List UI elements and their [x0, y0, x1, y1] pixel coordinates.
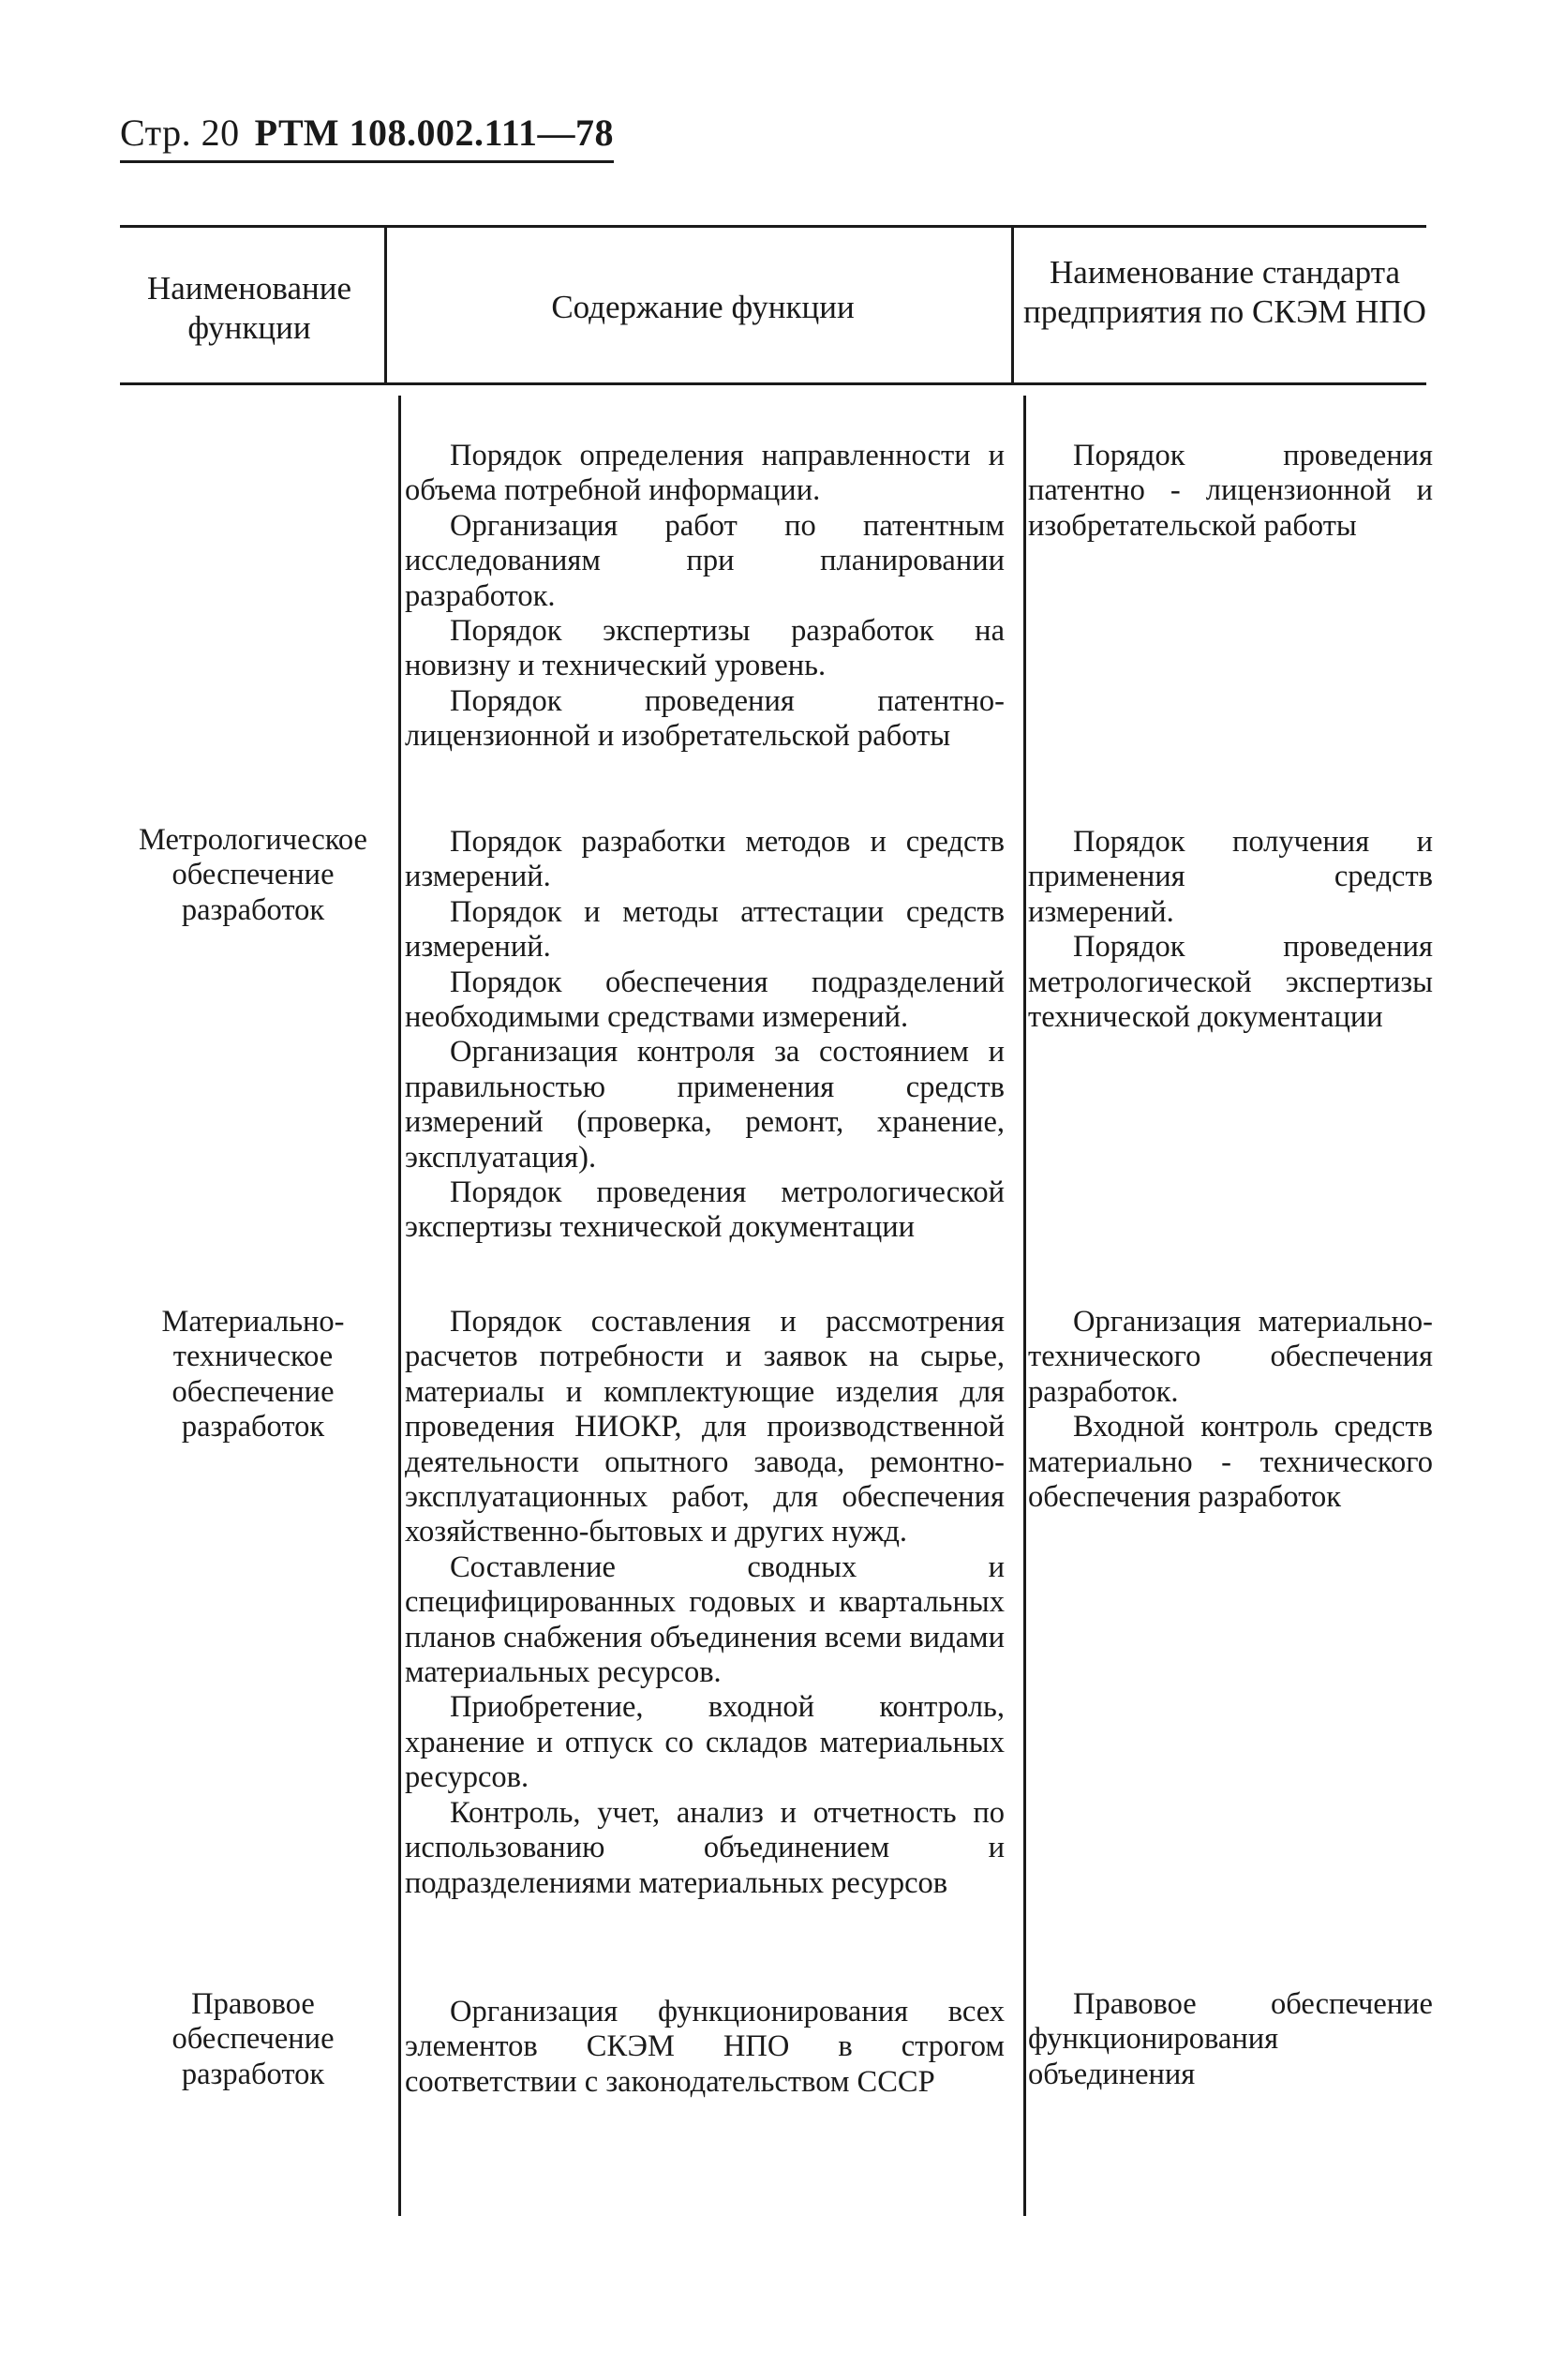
table-row-1-standard — [1028, 439, 1433, 544]
standard-paragraph: Правовое обеспечение функционирования объединения — [1028, 1987, 1433, 2091]
content-paragraph: Порядок определения направленности и объема потребной информации. — [405, 439, 1005, 508]
table-header-rule — [120, 382, 1426, 385]
function-name: Материально-техническое обеспечение разработок — [161, 1305, 345, 1444]
column-divider-2 — [1011, 228, 1014, 382]
content-paragraph: Порядок проведения патентно-лицензионной и изобретательской работы — [405, 683, 1005, 754]
header-function-name: Наименование функции — [146, 270, 352, 346]
content-paragraph: Порядок составления и рассмотрения расчетов потребности и заявок на сырье, материалы и комплектующие изделия для проведения НИОКР, для производственной деятельности опытного завода, ремонтно-эксплуатационных работ, для обеспечения хозяйственно-бытовых и других нужд. — [405, 1305, 1005, 1549]
table-row-2-standard — [1028, 825, 1433, 1035]
page-number: Стр. 20 — [120, 112, 240, 154]
page-header — [120, 111, 614, 163]
content-paragraph: Организация работ по патентным исследованиям при планировании разработок. — [405, 508, 1005, 613]
table-row-3-function — [120, 1305, 386, 1445]
content-paragraph: Порядок и методы аттестации средств измерений. — [405, 894, 1005, 965]
table-row-3-content — [405, 1305, 1005, 1901]
standard-paragraph: Порядок проведения метрологической экспертизы технической документации — [1028, 930, 1433, 1035]
content-paragraph: Порядок проведения метрологической экспертизы технической документации — [405, 1175, 1005, 1245]
content-paragraph: Организация функционирования всех элементов СКЭМ НПО в строгом соответствии с законодательством СССР — [405, 1995, 1005, 2099]
content-paragraph: Порядок экспертизы разработок на новизну и технический уровень. — [405, 614, 1005, 683]
standard-paragraph: Порядок получения и применения средств измерений. — [1028, 825, 1433, 929]
header-function-content: Содержание функции — [551, 289, 855, 325]
table-row-4-standard — [1028, 1987, 1433, 2092]
table-row-4-function — [120, 1987, 386, 2092]
content-paragraph: Приобретение, входной контроль, хранение и отпуск со складов материальных ресурсов. — [405, 1690, 1005, 1795]
table-row-3-standard — [1028, 1305, 1433, 1515]
column-divider-1-body — [398, 396, 401, 2216]
function-name: Правовое обеспечение разработок — [171, 1987, 335, 2091]
content-paragraph: Порядок обеспечения подразделений необходимыми средствами измерений. — [405, 965, 1005, 1035]
table-row-1-content — [405, 439, 1005, 755]
header-enterprise-standard: Наименование стандарта предприятия по СКЭМ НПО — [1023, 254, 1426, 330]
table-top-rule — [120, 225, 1426, 228]
content-paragraph: Контроль, учет, анализ и отчетность по использованию объединением и подразделениями материальных ресурсов — [405, 1795, 1005, 1900]
standard-paragraph: Порядок проведения патентно - лицензионной и изобретательской работы — [1028, 439, 1433, 543]
content-paragraph: Порядок разработки методов и средств измерений. — [405, 825, 1005, 894]
document-code: РТМ 108.002.111—78 — [254, 112, 615, 154]
table-row-4-content — [405, 1995, 1005, 2100]
table-row-2-function — [120, 823, 386, 928]
content-paragraph: Организация контроля за состоянием и правильностью применения средств измерений (проверка, ремонт, хранение, эксплуатация). — [405, 1035, 1005, 1175]
standard-paragraph: Входной контроль средств материально - технического обеспечения разработок — [1028, 1410, 1433, 1515]
column-divider-1 — [384, 228, 387, 382]
table-row-2-content — [405, 825, 1005, 1246]
standard-paragraph: Организация материально-технического обеспечения разработок. — [1028, 1305, 1433, 1409]
function-name: Метрологическое обеспечение разработок — [139, 823, 367, 927]
column-divider-2-body — [1023, 396, 1026, 2216]
content-paragraph: Составление сводных и специфицированных годовых и квартальных планов снабжения объединения всеми видами материальных ресурсов. — [405, 1549, 1005, 1690]
